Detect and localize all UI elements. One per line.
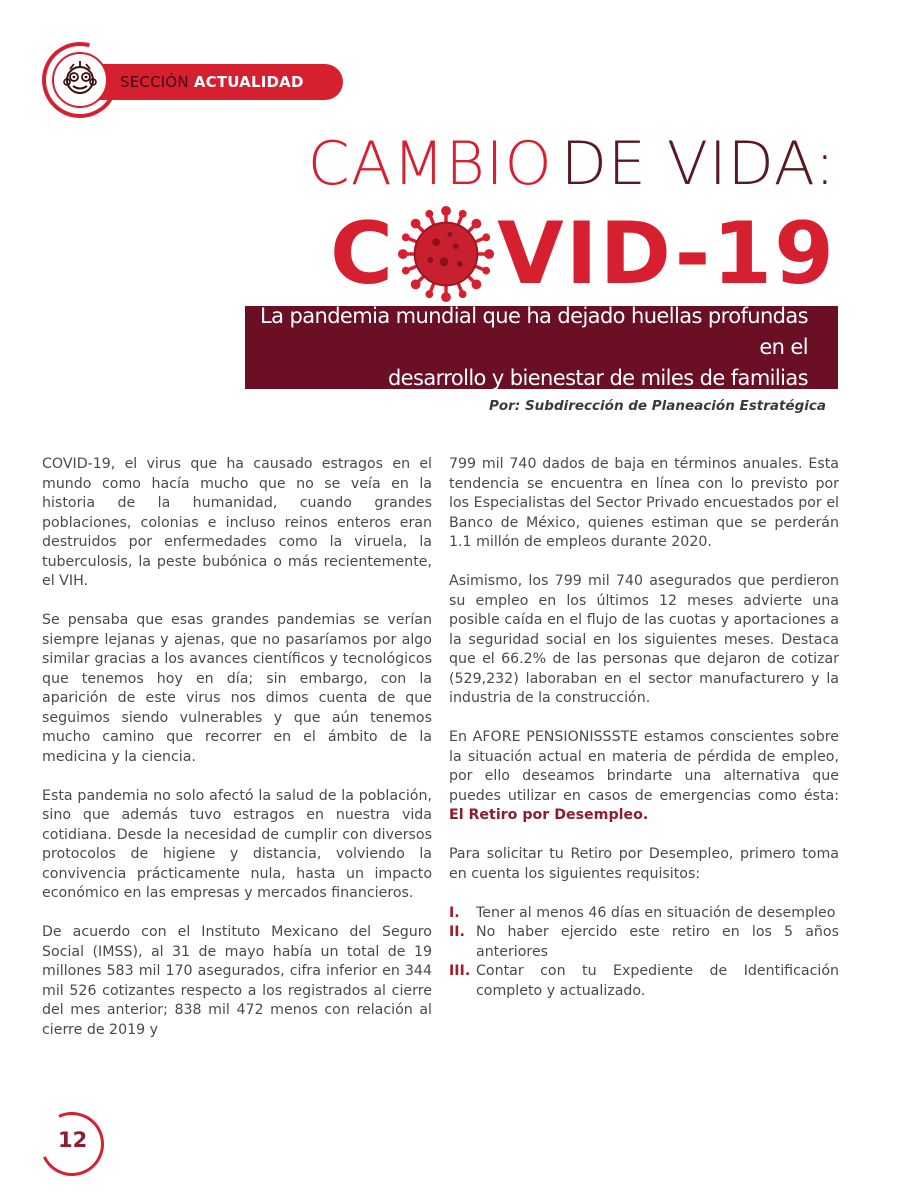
header-badge-circle xyxy=(52,52,108,108)
list-item-text: No haber ejercido este retiro en los 5 años anteriores xyxy=(476,924,839,960)
paragraph: Asimismo, los 799 mil 740 asegurados que perdieron su empleo en los últimos 12 meses advierte una posible caída en el flujo de las cuotas y aportaciones a la seguridad social en los siguientes meses. Destaca que el 66.2% de las personas que dejaron de cotizar (529,232) laboraban en el sector manufacturero y la industria de la construcción. xyxy=(449,573,839,706)
retiro-desempleo-highlight: El Retiro por Desempleo. xyxy=(449,807,649,823)
title-main-rest: VID-19 xyxy=(497,204,836,304)
section-label-word1: SECCIÓN xyxy=(120,73,189,91)
title-covid xyxy=(330,205,836,303)
paragraph: Se pensaba que esas grandes pandemias se verían siempre lejanas y ajenas, que no pasaríamos por algo similar gracias a los avances científicos y tecnológicos que tenemos hoy en día; sin embargo, con la aparición de este virus nos dimos cuenta de que seguimos siendo vulnerables y que aún tenemos mucho camino que recorrer en el ámbito de la medicina y la ciencia. xyxy=(42,612,432,765)
list-item xyxy=(449,904,839,924)
paragraph xyxy=(449,728,839,826)
paragraph: De acuerdo con el Instituto Mexicano del Seguro Social (IMSS), al 31 de mayo había un total de 19 millones 583 mil 170 asegurados, cifra inferior en 344 mil 526 cotizantes respecto a los registrados al cierre del mes anterior; 838 mil 472 menos con relación al cierre de 2019 y xyxy=(42,924,432,1038)
list-item-number: II. xyxy=(449,924,465,940)
subtitle-line-1: La pandemia mundial que ha dejado huellas profundas en el xyxy=(260,304,808,359)
cartoon-mascot-icon xyxy=(58,58,102,102)
right-column xyxy=(449,455,839,1001)
paragraph: Para solicitar tu Retiro por Desempleo, primero toma en cuenta los siguientes requisitos: xyxy=(449,846,839,882)
subtitle-banner xyxy=(245,306,838,389)
list-item-text: Contar con tu Expediente de Identificación completo y actualizado. xyxy=(476,963,839,999)
section-label-word2: ACTUALIDAD xyxy=(193,73,304,91)
section-label xyxy=(88,64,343,100)
requirements-list xyxy=(449,904,839,1002)
left-column xyxy=(42,455,432,1060)
list-item xyxy=(449,923,839,962)
title-part2: DE VIDA: xyxy=(560,129,836,199)
list-item-number: III. xyxy=(449,963,471,979)
title-line-1 xyxy=(307,129,836,199)
paragraph: 799 mil 740 dados de baja en términos anuales. Esta tendencia se encuentra en línea con lo previsto por los Especialistas del Sector Privado encuestados por el Banco de México, quienes estiman que se perderán 1.1 millón de empleos durante 2020. xyxy=(449,456,839,550)
paragraph-text: En AFORE PENSIONISSSTE estamos conscientes sobre la situación actual en materia de pérdida de empleo, por ello deseamos brindarte una alternativa que puedes utilizar en casos de emergencias como ésta: xyxy=(449,729,839,804)
title-main-c: C xyxy=(329,204,396,304)
paragraph: COVID-19, el virus que ha causado estragos en el mundo como hacía mucho que no se veía en la historia de la humanidad, cuando grandes poblaciones, colonias e incluso reinos enteros eran destruidos por enfermedades como la viruela, la tuberculosis, la peste bubónica o más recientemente, el VIH. xyxy=(42,456,432,589)
list-item xyxy=(449,962,839,1001)
list-item-text: Tener al menos 46 días en situación de desempleo xyxy=(476,904,836,921)
paragraph: Esta pandemia no solo afectó la salud de la población, sino que además tuvo estragos en nuestra vida cotidiana. Desde la necesidad de cumplir con diversos protocolos de higiene y distancia, volviendo la convivencia prácticamente nula, hasta un impacto económico en las empresas y mercados financieros. xyxy=(42,787,432,901)
subtitle-line-2: desarrollo y bienestar de miles de familias xyxy=(387,366,808,390)
byline: Por: Subdirección de Planeación Estratégica xyxy=(489,398,826,414)
list-item-number: I. xyxy=(449,904,460,921)
title-part1: CAMBIO xyxy=(307,129,553,199)
page-number: 12 xyxy=(58,1128,88,1152)
coronavirus-icon xyxy=(397,205,495,303)
